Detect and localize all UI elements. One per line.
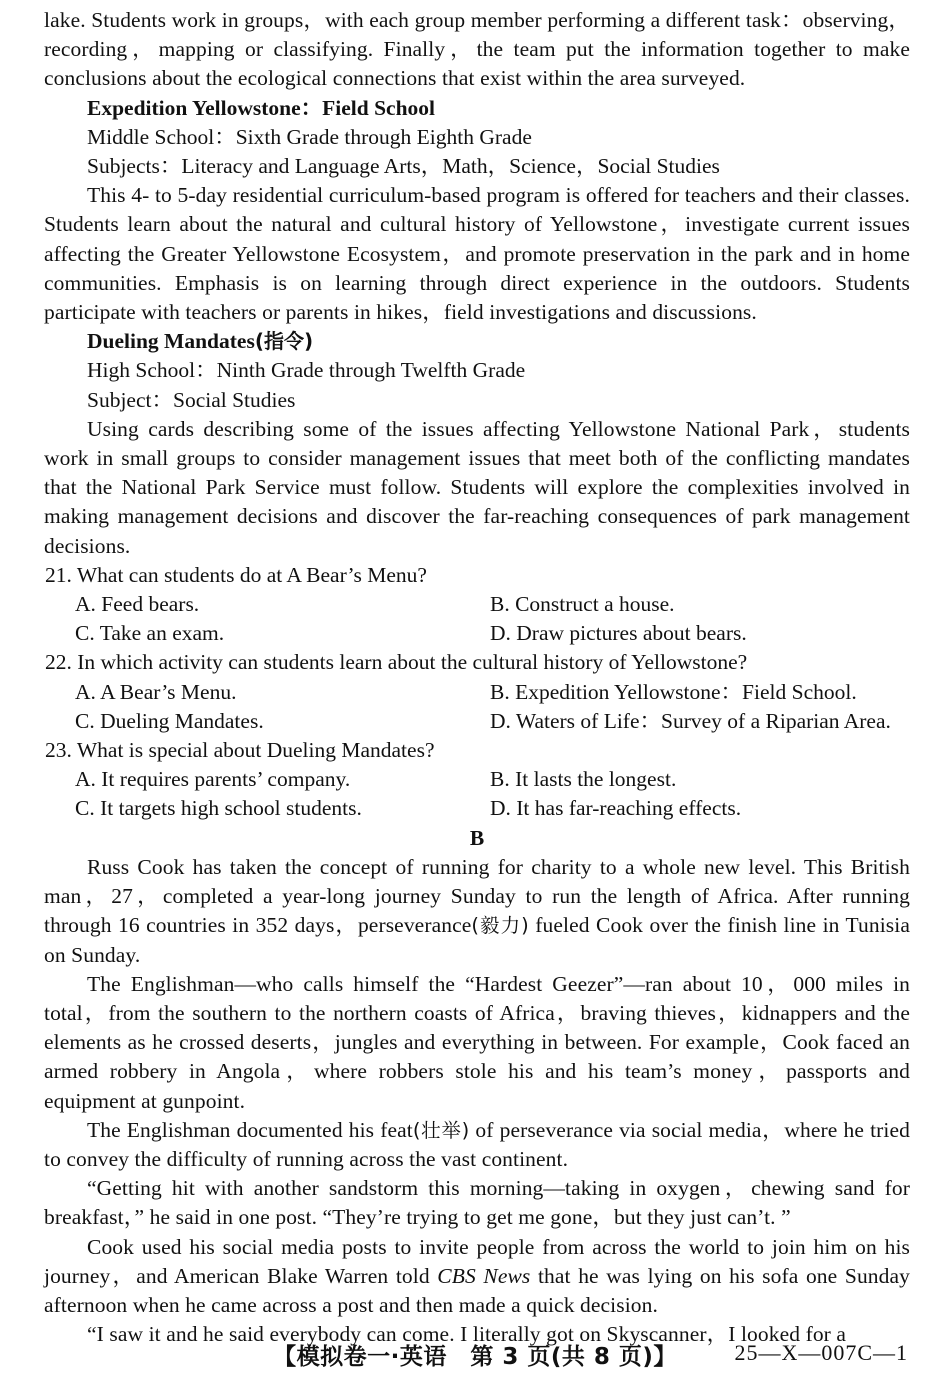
section-b-p1-part2: fueled Cook over the finish line in Tunisia on Sunday.	[44, 913, 910, 967]
section-b-p5-part1: Cook used his social media posts to invite people from across the world to join him on his journey，and American Blake Warren told	[44, 1234, 910, 1288]
question-21-option-d[interactable]: D. Draw pictures about bears.	[490, 621, 747, 646]
question-21-options-row-2	[44, 619, 910, 648]
question-21-stem: 21. What can students do at A Bear’s Menu?	[45, 562, 427, 587]
question-22-option-b[interactable]: B. Expedition Yellowstone：Field School.	[490, 679, 857, 704]
question-22-stem: 22. In which activity can students learn about the cultural history of Yellowstone?	[45, 650, 748, 675]
question-22-option-d[interactable]: D. Waters of Life：Survey of a Riparian Area.	[490, 708, 891, 733]
section-b-p5-part2: that he was lying on his sofa one Sunday afternoon when he came across a post and then made a quick decision.	[44, 1263, 910, 1317]
program-3-title	[44, 327, 910, 356]
section-b-p1-gloss: (毅力)	[471, 914, 529, 938]
question-23-stem: 23. What is special about Dueling Mandates?	[45, 738, 435, 763]
section-b-paragraph-2: The Englishman—who calls himself the “Hardest Geezer”—ran about 10，000 miles in total，from the southern to the northern coasts of Africa，braving thieves，kidnappers and the elements as he crossed deserts，jungles and everything in between. For example，Cook faced an armed robbery in Angola，where robbers stole his and his team’s money，passports and equipment at gunpoint.	[44, 971, 910, 1113]
program-2-level-line: Middle School：Sixth Grade through Eighth Grade	[87, 124, 532, 149]
section-b-letter: B	[469, 825, 485, 850]
continued-paragraph: lake. Students work in groups，with each group member performing a different task：observing，recording，mapping or classifying. Finally，the team put the information together to make conclusions about the ecological connections that exist within the area surveyed.	[44, 8, 910, 91]
question-21-option-c[interactable]: C. Take an exam.	[75, 621, 225, 646]
program-2-subjects-line: Subjects：Literacy and Language Arts，Math，Science，Social Studies	[87, 154, 720, 179]
section-b-paragraph-6: “I saw it and he said everybody can come. I literally got on Skyscanner，I looked for a	[87, 1322, 847, 1347]
question-23-options-row-2	[44, 794, 910, 823]
page-body-column	[44, 6, 910, 1349]
section-b-p3-gloss: (壮举)	[412, 1118, 470, 1142]
question-23-option-d[interactable]: D. It has far-reaching effects.	[490, 796, 742, 821]
section-b-p3-part2: of perseverance via social media，where he tried to convey the difficulty of running across the vast continent.	[44, 1117, 910, 1171]
section-b-paragraph-1	[44, 853, 910, 970]
question-21-option-b[interactable]: B. Construct a house.	[490, 592, 675, 617]
program-2-description: This 4- to 5-day residential curriculum-based program is offered for teachers and their classes. Students learn about the natural and cultural history of Yellowstone，investigate current issues affecting the Greater Yellowstone Ecosystem，and promote preservation in the park and in home communities. Emphasis is on learning through direct experience in the outdoors. Students participate with teachers or parents in hikes，field investigations and discussions.	[44, 183, 910, 325]
question-23-option-c[interactable]: C. It targets high school students.	[75, 796, 362, 821]
program-3-description: Using cards describing some of the issues affecting Yellowstone National Park，students work in small groups to consider management issues that meet both of the conflicting mandates that the National Park Service must follow. Students will explore the complexities involved in making management decisions and discover the far-reaching consequences of park management decisions.	[44, 416, 910, 558]
footer-paper-code: 25—X—007C—1	[734, 1340, 908, 1365]
question-21-option-a[interactable]: A. Feed bears.	[75, 592, 200, 617]
section-b-paragraph-3	[44, 1116, 910, 1174]
section-b-paragraph-4: “Getting hit with another sandstorm this morning—taking in oxygen，chewing sand for breakfast，” he said in one post. “They’re trying to get me gone，but they just can’t. ”	[44, 1176, 910, 1230]
question-22-option-a[interactable]: A. A Bear’s Menu.	[75, 679, 237, 704]
program-2-title: Expedition Yellowstone：Field School	[87, 95, 436, 120]
page-footer	[0, 1338, 950, 1378]
program-3-subjects-line: Subject：Social Studies	[87, 387, 296, 412]
question-23-options-row-1	[44, 765, 910, 794]
section-b-p1-part1: Russ Cook has taken the concept of running for charity to a whole new level. This British man，27，completed a year-long journey Sunday to run the length of Africa. After running through 16 countries in 352 days，perseverance	[44, 854, 910, 938]
question-22	[44, 648, 910, 736]
footer-exam-label: 【模拟卷一·英语 第 3 页(共 8 页)】	[273, 1344, 677, 1370]
question-23-option-a[interactable]: A. It requires parents’ company.	[75, 767, 351, 792]
question-21-options-row-1	[44, 590, 910, 619]
program-3-title-en: Dueling Mandates	[87, 329, 255, 354]
question-22-options-row-2	[44, 707, 910, 736]
question-23	[44, 736, 910, 824]
question-23-option-b[interactable]: B. It lasts the longest.	[490, 767, 677, 792]
question-22-option-c[interactable]: C. Dueling Mandates.	[75, 708, 264, 733]
program-3-title-cn: (指令)	[254, 329, 314, 354]
question-22-options-row-1	[44, 678, 910, 707]
question-21	[44, 561, 910, 649]
section-b-paragraph-5	[44, 1233, 910, 1321]
section-b-p5-publication: CBS News	[437, 1263, 531, 1288]
section-b-p3-part1: The Englishman documented his feat	[87, 1117, 413, 1142]
program-3-level-line: High School：Ninth Grade through Twelfth Grade	[87, 358, 526, 383]
